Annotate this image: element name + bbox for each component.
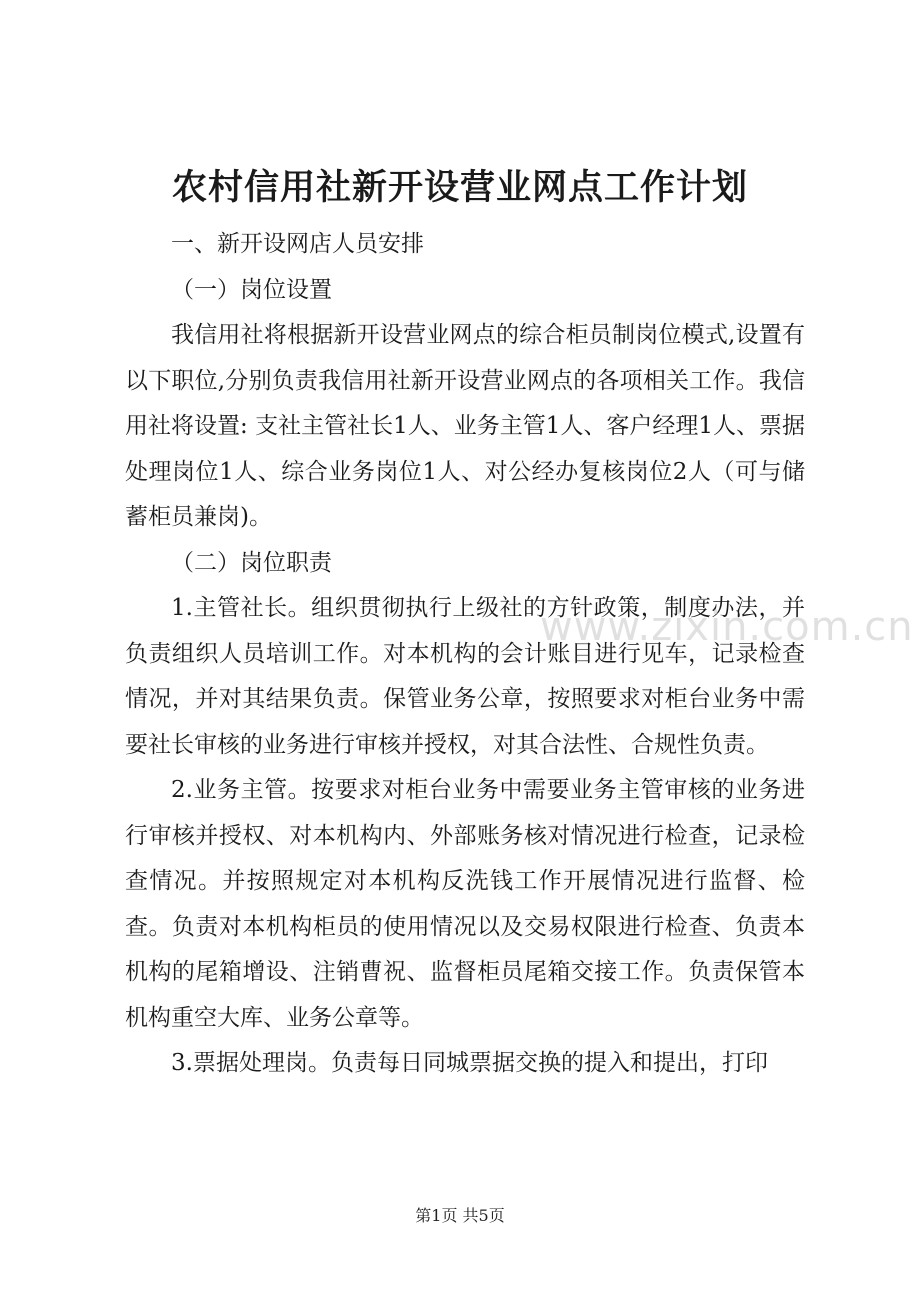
watermark: www.zixin.com.cn [540, 604, 914, 650]
body-paragraph: 3.票据处理岗。负责每日同城票据交换的提入和提出，打印 [171, 1050, 768, 1076]
section-heading-1: 一、新开设网店人员安排 [171, 231, 424, 257]
subsection-heading-2: （二）岗位职责 [171, 549, 332, 576]
document-title: 农村信用社新开设营业网点工作计划 [171, 167, 748, 208]
document-body [125, 222, 805, 1087]
body-paragraph: 2.业务主管。按要求对柜台业务中需要业务主管审核的业务进行审核并授权、对本机构内、外部账务核对情况进行检查，记录检查情况。并按照规定对本机构反洗钱工作开展情况进行监督、检查。负责对本机构柜员的使用情况以及交易权限进行检查、负责本机构的尾箱增设、注销曹祝、监督柜员尾箱交接工作。负责保管本机构重空大库、业务公章等。 [125, 777, 805, 1031]
body-paragraph: 我信用社将根据新开设营业网点的综合柜员制岗位模式,设置有以下职位,分别负责我信用社新开设营业网点的各项相关工作。我信用社将设置: 支社主管社长1人、业务主管1人、客户经理1人、票据处理岗位1人、综合业务岗位1人、对公经办复核岗位2人（可与储蓄柜员兼岗)。 [125, 322, 805, 530]
body-paragraph: 1.主管社长。组织贯彻执行上级社的方针政策，制度办法，并负责组织人员培训工作。对本机构的会计账目进行见车，记录检查情况，并对其结果负责。保管业务公章，按照要求对柜台业务中需要社长审核的业务进行审核并授权，对其合法性、合规性负责。 [125, 595, 805, 758]
subsection-heading-1: （一）岗位设置 [171, 276, 332, 303]
page-footer: 第1页 共5页 [415, 1206, 505, 1225]
